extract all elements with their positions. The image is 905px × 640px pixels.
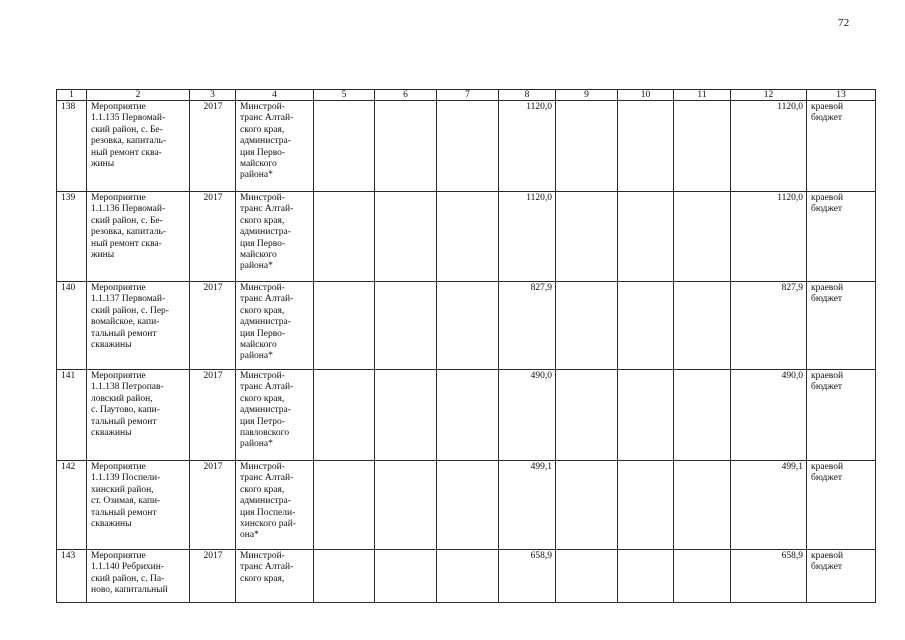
row-number: 139 — [57, 192, 87, 282]
col11-cell — [674, 550, 731, 603]
amount-col8: 490,0 — [499, 370, 556, 461]
row-number: 143 — [57, 550, 87, 603]
measure-name: Мероприятие 1.1.136 Первомай- ский район, с. Бе- резовка, капиталь- ный ремонт сква- жины — [91, 193, 166, 261]
col-header-7: 7 — [437, 90, 499, 101]
funding-source: краевой бюджет — [811, 462, 844, 484]
col5-cell — [314, 370, 375, 461]
executor-cell: Минстрой- транс Алтай- ского края, администра- ция Перво- майского района* — [240, 283, 294, 362]
row-number: 142 — [57, 461, 87, 550]
col7-cell — [437, 101, 499, 192]
col9-cell — [556, 370, 618, 461]
col-header-4: 4 — [236, 90, 314, 101]
table-row — [57, 550, 876, 603]
program-measures-table — [56, 89, 876, 603]
col5-cell — [314, 192, 375, 282]
col11-cell — [674, 282, 731, 370]
col-header-11: 11 — [674, 90, 731, 101]
col7-cell — [437, 282, 499, 370]
col6-cell — [375, 370, 437, 461]
col6-cell — [375, 101, 437, 192]
col9-cell — [556, 101, 618, 192]
table-row — [57, 282, 876, 370]
col-header-2: 2 — [87, 90, 190, 101]
col11-cell — [674, 461, 731, 550]
col11-cell — [674, 192, 731, 282]
table-row — [57, 101, 876, 192]
executor-cell: Минстрой- транс Алтай- ского края, администра- ция Перво- майского района* — [240, 193, 294, 272]
col6-cell — [375, 461, 437, 550]
year-cell: 2017 — [190, 282, 236, 370]
col9-cell — [556, 192, 618, 282]
column-number-header — [57, 90, 876, 101]
amount-col12: 827,9 — [731, 282, 807, 370]
measure-name: Мероприятие 1.1.140 Ребрихин- ский район, с. Па- ново, капитальный — [91, 551, 168, 596]
col-header-12: 12 — [731, 90, 807, 101]
executor-cell: Минстрой- транс Алтай- ского края, — [240, 551, 294, 584]
amount-col8: 499,1 — [499, 461, 556, 550]
col11-cell — [674, 101, 731, 192]
funding-source: краевой бюджет — [811, 371, 844, 393]
year-cell: 2017 — [190, 550, 236, 603]
amount-col8: 1120,0 — [499, 101, 556, 192]
col5-cell — [314, 101, 375, 192]
col10-cell — [618, 192, 674, 282]
col-header-13: 13 — [807, 90, 876, 101]
col7-cell — [437, 370, 499, 461]
row-number: 141 — [57, 370, 87, 461]
funding-source: краевой бюджет — [811, 551, 844, 573]
col6-cell — [375, 192, 437, 282]
year-cell: 2017 — [190, 370, 236, 461]
measure-name: Мероприятие 1.1.135 Первомай- ский район, с. Бе- резовка, капиталь- ный ремонт сква- жины — [91, 102, 166, 170]
col5-cell — [314, 550, 375, 603]
row-number: 138 — [57, 101, 87, 192]
amount-col8: 1120,0 — [499, 192, 556, 282]
amount-col12: 1120,0 — [731, 101, 807, 192]
col10-cell — [618, 370, 674, 461]
col10-cell — [618, 282, 674, 370]
col10-cell — [618, 461, 674, 550]
col-header-8: 8 — [499, 90, 556, 101]
executor-cell: Минстрой- транс Алтай- ского края, администра- ция Поспели- хинского рай- она* — [240, 462, 297, 541]
col9-cell — [556, 550, 618, 603]
funding-source: краевой бюджет — [811, 193, 844, 215]
table-row — [57, 461, 876, 550]
year-cell: 2017 — [190, 461, 236, 550]
col-header-1: 1 — [57, 90, 87, 101]
year-cell: 2017 — [190, 101, 236, 192]
amount-col12: 499,1 — [731, 461, 807, 550]
measure-name: Мероприятие 1.1.138 Петропав- ловский район, с. Паутово, капи- тальный ремонт скважины — [91, 371, 164, 439]
amount-col8: 658,9 — [499, 550, 556, 603]
col5-cell — [314, 282, 375, 370]
amount-col12: 1120,0 — [731, 192, 807, 282]
executor-cell: Минстрой- транс Алтай- ского края, администра- ция Перво- майского района* — [240, 102, 294, 181]
col-header-10: 10 — [618, 90, 674, 101]
amount-col12: 490,0 — [731, 370, 807, 461]
amount-col12: 658,9 — [731, 550, 807, 603]
measure-name: Мероприятие 1.1.139 Поспели- хинский район, ст. Озимая, капи- тальный ремонт скважины — [91, 462, 161, 530]
measure-name: Мероприятие 1.1.137 Первомай- ский район, с. Пер- вомайское, капи- тальный ремонт скважины — [91, 283, 169, 351]
col-header-6: 6 — [375, 90, 437, 101]
col7-cell — [437, 461, 499, 550]
col9-cell — [556, 282, 618, 370]
funding-source: краевой бюджет — [811, 102, 844, 124]
col7-cell — [437, 192, 499, 282]
col11-cell — [674, 370, 731, 461]
amount-col8: 827,9 — [499, 282, 556, 370]
table-row — [57, 370, 876, 461]
funding-source: краевой бюджет — [811, 283, 844, 305]
col10-cell — [618, 101, 674, 192]
col9-cell — [556, 461, 618, 550]
col6-cell — [375, 550, 437, 603]
col-header-3: 3 — [190, 90, 236, 101]
col6-cell — [375, 282, 437, 370]
table-row — [57, 192, 876, 282]
page-number: 72 — [838, 17, 850, 29]
col-header-9: 9 — [556, 90, 618, 101]
year-cell: 2017 — [190, 192, 236, 282]
col5-cell — [314, 461, 375, 550]
executor-cell: Минстрой- транс Алтай- ского края, администра- ция Петро- павловского района* — [240, 371, 294, 450]
col-header-5: 5 — [314, 90, 375, 101]
row-number: 140 — [57, 282, 87, 370]
col7-cell — [437, 550, 499, 603]
col10-cell — [618, 550, 674, 603]
